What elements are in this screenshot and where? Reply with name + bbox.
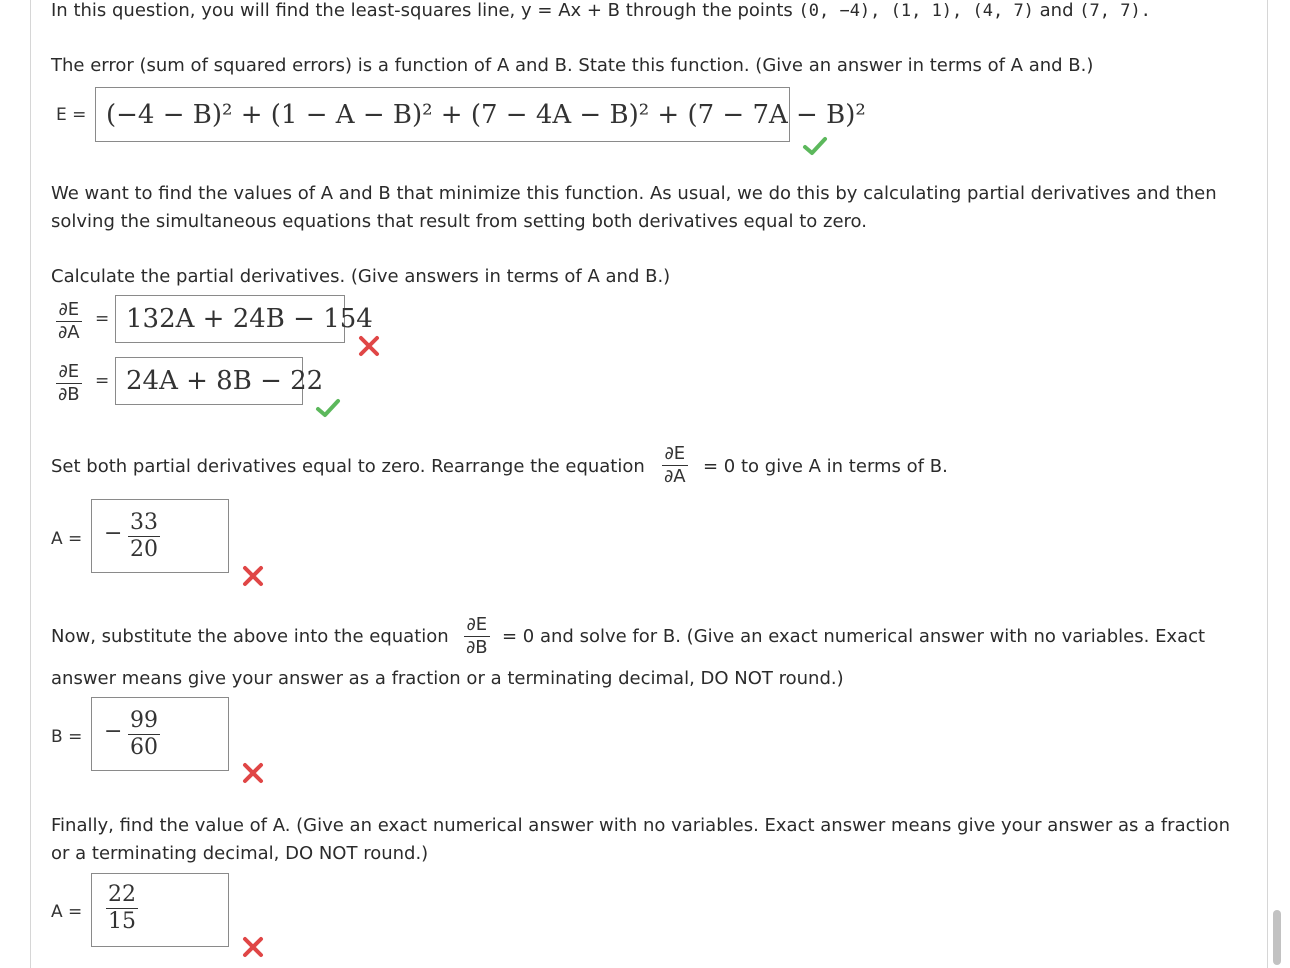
error-label: E = (56, 105, 87, 125)
A-fraction (128, 510, 160, 563)
dEdB-equals: = (95, 371, 110, 391)
B-den: 60 (130, 735, 158, 760)
dEdA-answer-field[interactable] (115, 295, 373, 343)
substitute-fraction (464, 614, 490, 659)
B-num: 99 (130, 708, 158, 733)
substitute-frac-num: ∂E (464, 614, 490, 637)
B-answer-field[interactable] (91, 697, 229, 771)
final-A-den: 15 (108, 909, 136, 934)
error-question: The error (sum of squared errors) is a function of A and B. State this function. (Give an answer in terms of A and B.) (51, 55, 1094, 76)
cross-icon (356, 334, 382, 358)
substitute-line2: answer means give your answer as a fraction or a terminating decimal, DO NOT round.) (51, 668, 844, 689)
check-icon (315, 396, 341, 420)
intro-middle: through the points (625, 0, 793, 21)
cross-icon (240, 761, 266, 785)
minimize-text: We want to find the values of A and B that minimize this function. As usual, we do this by calculating partial derivatives and then solving the simultaneous equations that result from setting both derivatives equal to zero. (51, 183, 1217, 232)
dEdB-fraction (56, 361, 82, 406)
substitute-prefix: Now, substitute the above into the equation (51, 626, 449, 647)
cross-icon (240, 935, 266, 959)
intro-prefix: In this question, you will find the least-squares line, (51, 0, 516, 21)
A-num: 33 (130, 510, 158, 535)
rearrange-suffix: = 0 to give A in terms of B. (703, 456, 948, 477)
intro-and: and (1039, 0, 1074, 21)
final-A-num: 22 (108, 882, 136, 907)
dEdB-num: ∂E (56, 361, 82, 384)
dEdA-answer-value: 132A + 24B − 154 (126, 304, 373, 334)
partials-question: Calculate the partial derivatives. (Give answers in terms of A and B.) (51, 266, 671, 287)
cross-icon (240, 564, 266, 588)
B-fraction (128, 708, 160, 761)
scrollbar-thumb[interactable] (1273, 910, 1281, 965)
A-den: 20 (130, 537, 158, 562)
line-equation: y = Ax + B (521, 0, 621, 21)
intro-text (51, 0, 1151, 25)
dEdA-num: ∂E (56, 299, 82, 322)
final-question: Finally, find the value of A. (Give an exact numerical answer with no variables. Exact answer means give your answer as a fraction or a terminating decimal, DO NOT round.) (51, 815, 1230, 864)
dEdB-den: ∂B (58, 384, 80, 405)
B-label: B = (51, 727, 83, 747)
A-neg-sign: − (104, 521, 123, 546)
dEdA-fraction (56, 299, 82, 344)
intro-points: (0, −4), (1, 1), (4, 7) (798, 1, 1034, 21)
rearrange-fraction (662, 443, 688, 488)
B-neg-sign: − (104, 719, 123, 744)
intro-last-point: (7, 7). (1079, 1, 1151, 21)
dEdB-answer-field[interactable] (115, 357, 324, 405)
A-label: A = (51, 529, 83, 549)
substitute-suffix: = 0 and solve for B. (Give an exact numerical answer with no variables. Exact (502, 626, 1206, 647)
final-A-answer-field[interactable] (91, 873, 229, 947)
dEdA-equals: = (95, 309, 110, 329)
A-in-terms-field[interactable] (91, 499, 229, 573)
scrollbar[interactable] (1276, 0, 1290, 959)
rearrange-frac-num: ∂E (662, 443, 688, 466)
rearrange-prefix: Set both partial derivatives equal to zero. Rearrange the equation (51, 456, 645, 477)
substitute-frac-den: ∂B (466, 637, 488, 658)
error-answer-value: (−4 − B)² + (1 − A − B)² + (7 − 4A − B)² + (7 − 7A − B)² (106, 99, 866, 130)
final-A-fraction (106, 882, 138, 935)
dEdA-den: ∂A (58, 322, 80, 343)
error-answer-field[interactable] (95, 87, 866, 142)
rearrange-frac-den: ∂A (664, 466, 686, 487)
final-A-label: A = (51, 902, 83, 922)
dEdB-answer-value: 24A + 8B − 22 (126, 366, 324, 396)
check-icon (802, 134, 828, 158)
